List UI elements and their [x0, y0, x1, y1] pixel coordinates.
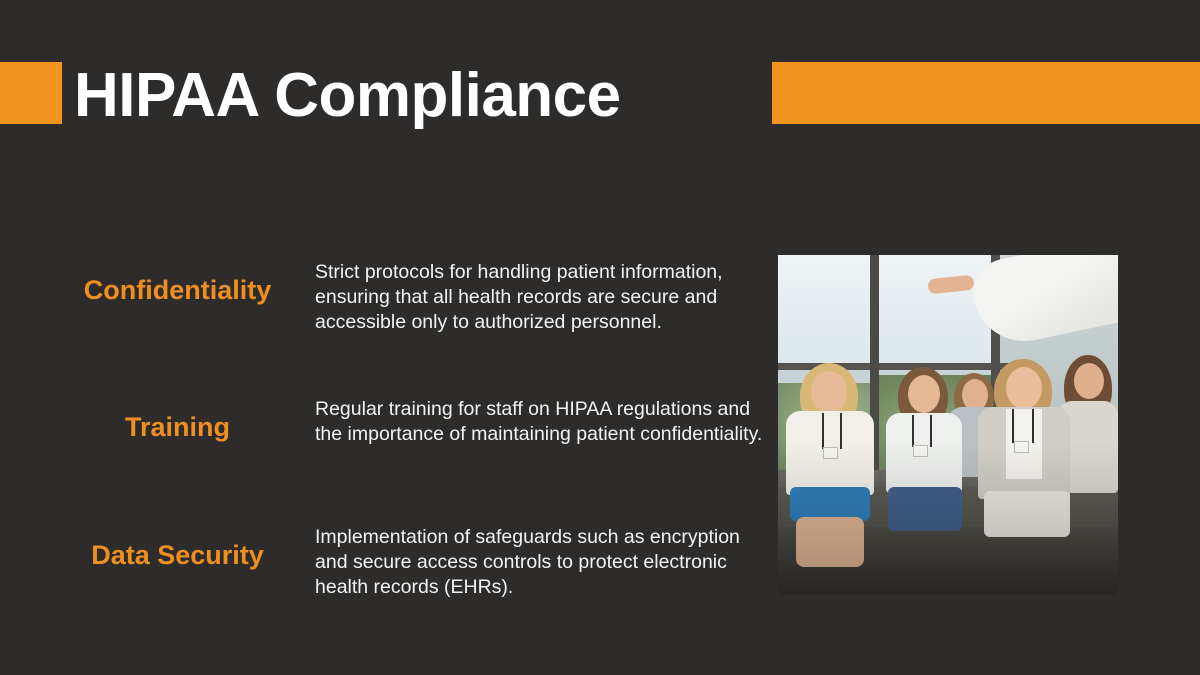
- feature-label-data-security: Data Security: [91, 540, 264, 570]
- list-item: [40, 248, 770, 335]
- legs: [888, 487, 962, 531]
- legs: [984, 491, 1070, 537]
- lanyard-strap: [840, 413, 842, 449]
- name-badge: [1014, 441, 1029, 453]
- feature-label-training: Training: [124, 412, 230, 442]
- accent-bar-left: [0, 62, 62, 124]
- head: [1074, 363, 1104, 399]
- name-badge: [913, 445, 928, 457]
- head: [811, 371, 847, 413]
- feature-description-training: Regular training for staff on HIPAA regulations and the importance of maintaining patient confidentiality.: [315, 398, 763, 445]
- lanyard-strap: [1012, 409, 1014, 443]
- photo-scene: [778, 255, 1118, 595]
- list-item: [40, 481, 770, 600]
- training-session-photo: [778, 255, 1118, 595]
- feature-description-data-security: Implementation of safeguards such as encryption and secure access controls to protect electronic health records (EHRs).: [315, 526, 740, 598]
- slide-header: [0, 62, 1200, 130]
- slide-content: [0, 248, 1200, 603]
- lanyard-strap: [930, 415, 932, 447]
- head: [908, 375, 940, 413]
- feature-label-confidentiality: Confidentiality: [83, 275, 272, 305]
- legs: [796, 517, 864, 567]
- page-title: HIPAA Compliance: [74, 61, 621, 130]
- list-item: [40, 369, 770, 447]
- skirt: [790, 487, 870, 521]
- feature-list: [40, 248, 770, 634]
- name-badge: [823, 447, 838, 459]
- lanyard-strap: [1032, 409, 1034, 443]
- lanyard-strap: [822, 413, 824, 449]
- lanyard-strap: [912, 415, 914, 447]
- feature-description-confidentiality: Strict protocols for handling patient information, ensuring that all health records are secure and accessible only to authorized personnel.: [315, 261, 723, 333]
- head: [1006, 367, 1042, 409]
- accent-bar-right: [772, 62, 1200, 124]
